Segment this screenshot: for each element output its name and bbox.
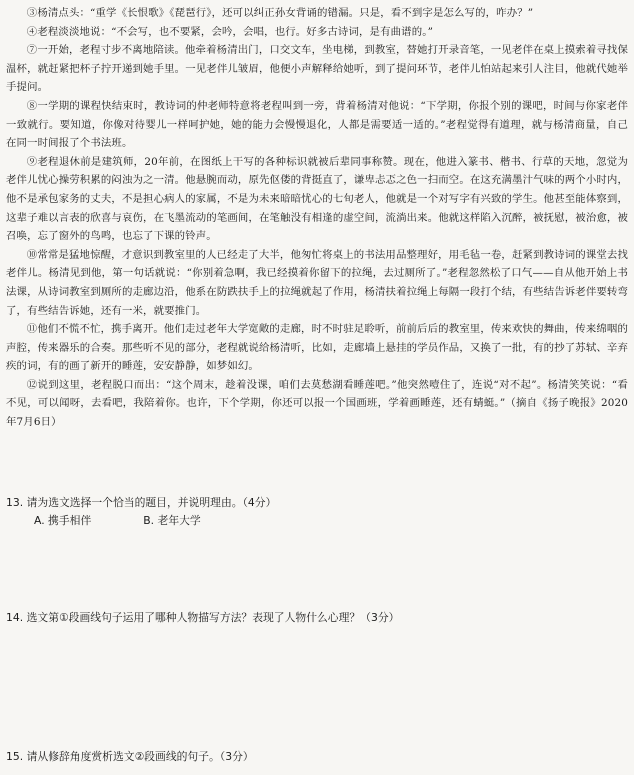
answer-space-14[interactable] [6,632,628,742]
option-b: B. 老年大学 [143,514,201,527]
reading-passage [6,4,628,432]
paragraph-12: ⑫说到这里，老程脱口而出：“这个周末，趁着没课，咱们去莫愁湖看睡莲吧。”他突然噎住了，连说“对不起”。杨清笑笑说：“看不见，可以闻呀，去看吧，我陪着你。也许，下个学期，你还可以报一个国画班，学着画睡莲，还有蜻蜓。”（摘自《扬子晚报》2020年7月6日） [6,378,628,429]
paragraph-7: ⑦一开始，老程寸步不离地陪读。他牵着杨清出门，口交文车，坐电梯，到教室，替她打开录音笔，一见老伴在桌上摸索着寻找保温杯，就赶紧把杯子拧开递到她手里。一见老伴儿皱眉，他便小声解释给她听，到了提问环节，老伴儿怕站起来引人注目，他就代她举手提问。 [6,44,628,94]
answer-space-13[interactable] [6,534,628,604]
paragraph-3: ③杨清点头：“重学《长恨歌》《琵琶行》，还可以纠正孙女背诵的错漏。只是，看不到字是怎么写的，咋办？” [26,7,534,19]
paragraph-10: ⑩常常是猛地惊醒，才意识到教室里的人已经走了大半，他匆忙将桌上的书法用品整理好，用毛毡一卷，赶紧到教诗词的课堂去找老伴儿。杨清见到他，第一句话就说：“你别着急啊，我已经摸着你留下的拉绳，去过厕所了。”老程忽然松了口气——自从他开始上书法课，从诗词教室到厕所的走廊边沿，他系在防跌扶手上的拉绳就起了作用，杨清扶着拉绳上每隔一段打个结，有些结告诉老伴要转弯了，有些结告诉她，还有一米，就要推门。 [6,248,628,317]
paragraph-4: ④老程淡淡地说：“不会写，也不要紧，会吟，会唱，也行。好多古诗词，是有曲谱的。” [26,25,434,38]
paragraph-11: ⑪他们不慌不忙，携手离开。他们走过老年大学宽敞的走廊，时不时驻足聆听，前前后后的教室里，传来欢快的舞曲，传来绵咽的声腔，传来器乐的合奏。那些听不见的部分，老程就说给杨清听，比如，走廊墙上悬挂的学员作品，又换了一批，有的抄了苏轼、辛弃疾的词，有的画了新开的睡莲，安安静静，如梦如幻。 [6,323,628,373]
question-15: 15. 请从修辞角度赏析选文②段画线的句子。（3分） [6,750,254,763]
question-14: 14. 选文第①段画线句子运用了哪种人物描写方法？表现了人物什么心理？（3分） [6,611,400,624]
question-13-options [34,512,201,530]
option-a: A. 携手相伴 [34,514,92,527]
paragraph-9: ⑨老程退休前是建筑师，20年前，在图纸上干写的各种标识就被后辈同事称赞。现在，他进入篆书、楷书、行草的天地，忽觉为老伴儿忧心操劳积累的闷浊为之一清。他悬腕而动，原先伛偻的背挺直了，谦卑忐忑之色一扫而空。在这充满墨汁气味的两个小时内，他不是承包家务的丈夫，不是担心病人的家属，不是为未来暗暗忧心的七旬老人，他就是一个对写字有兴致的学生。他甚至能体察到，这辈子难以言表的欣喜与哀伤，在飞墨流动的笔画间，在笔触没有相逢的虚空间，流淌出来。他就这样陷入沉醉，被抚慰，被治愈，被召唤，忘了窗外的鸟鸣，也忘了下课的铃声。 [6,155,628,243]
question-13: 13. 请为选文选择一个恰当的题目，并说明理由。（4分） [6,496,277,509]
paragraph-8: ⑧一学期的课程快结束时，教诗词的仲老师特意将老程叫到一旁，背着杨清对他说：“下学期，你报个别的课吧，时间与你家老伴一致就行。要知道，你像对待婴儿一样呵护她，她的能力会慢慢退化，人都是需要适一适的。”老程觉得有道理，就与杨清商量，自己在同一时间报了个书法班。 [6,99,628,150]
